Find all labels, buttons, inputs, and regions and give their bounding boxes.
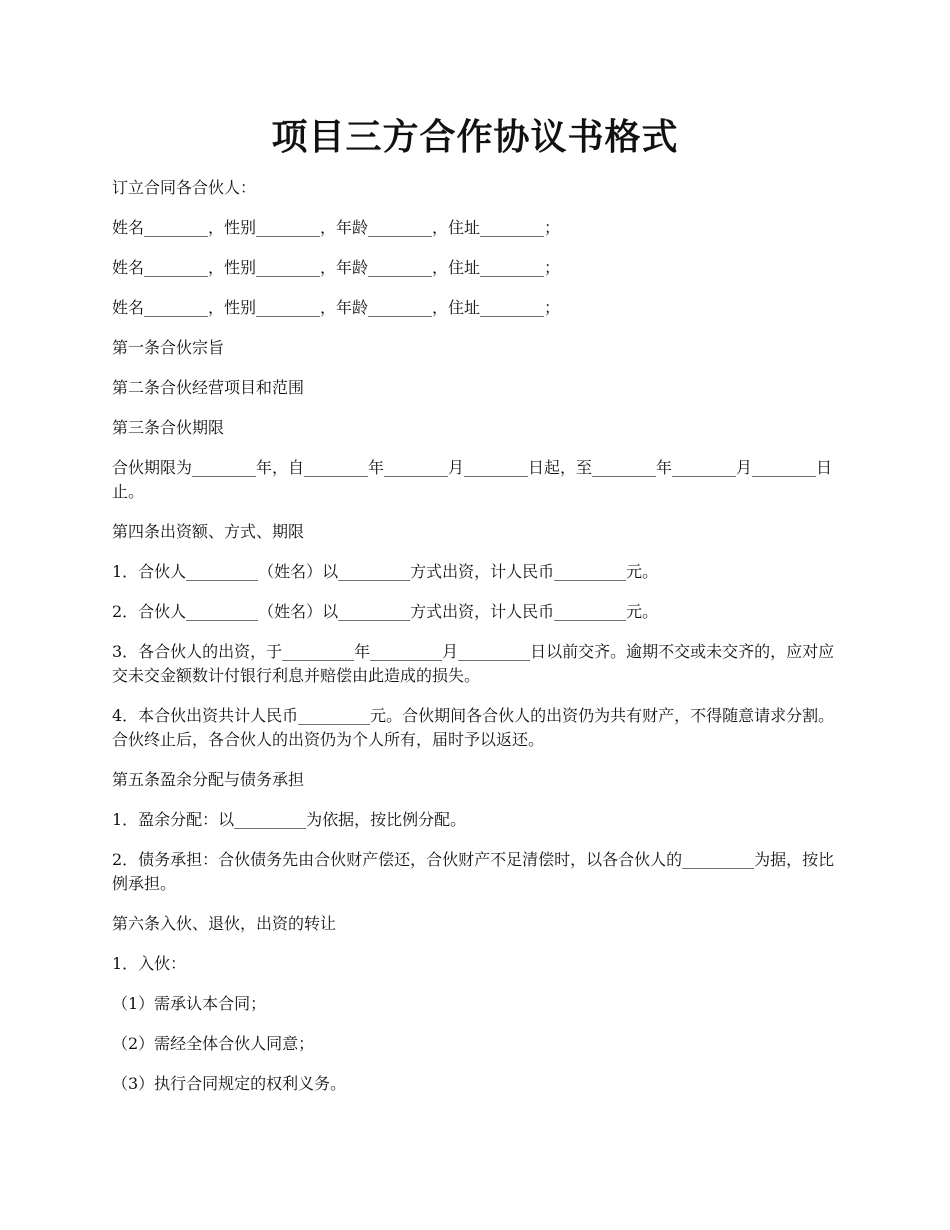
clause-5-2: 2．债务承担：合伙债务先由合伙财产偿还，合伙财产不足清偿时，以各合伙人的_________为据，按比例承担。 bbox=[112, 850, 835, 893]
clause-4-2: 2．合伙人_________（姓名）以_________方式出资，计人民币_________元。 bbox=[112, 602, 659, 621]
heading-article-1: 第一条合伙宗旨 bbox=[112, 338, 225, 357]
heading-article-2: 第二条合伙经营项目和范围 bbox=[112, 378, 305, 397]
clause-6-1: 1．入伙： bbox=[112, 954, 187, 973]
paragraph-partner-1-fields: 姓名________，性别________，年龄________，住址________； bbox=[112, 218, 561, 237]
clause-6-1-item-2: （2）需经全体合伙人同意； bbox=[112, 1034, 315, 1053]
paragraph-term-period: 合伙期限为________年，自________年________月________日起，至________年________月________日止。 bbox=[112, 458, 833, 501]
clause-4-1: 1．合伙人_________（姓名）以_________方式出资，计人民币_________元。 bbox=[112, 562, 659, 581]
heading-article-4: 第四条出资额、方式、期限 bbox=[112, 522, 305, 541]
heading-article-3: 第三条合伙期限 bbox=[112, 418, 225, 437]
clause-6-1-item-1: （1）需承认本合同； bbox=[112, 994, 267, 1013]
paragraph-parties-intro: 订立合同各合伙人： bbox=[112, 178, 257, 197]
document-title: 项目三方合作协议书格式 bbox=[271, 116, 679, 158]
clause-6-1-item-3: （3）执行合同规定的权利义务。 bbox=[112, 1074, 347, 1093]
paragraph-partner-3-fields: 姓名________，性别________，年龄________，住址________； bbox=[112, 298, 561, 317]
clause-5-1: 1．盈余分配：以_________为依据，按比例分配。 bbox=[112, 810, 467, 829]
heading-article-5: 第五条盈余分配与债务承担 bbox=[112, 770, 305, 789]
document-body bbox=[112, 176, 840, 1112]
heading-article-6: 第六条入伙、退伙，出资的转让 bbox=[112, 914, 337, 933]
clause-4-4: 4．本合伙出资共计人民币_________元。合伙期间各合伙人的出资仍为共有财产，不得随意请求分割。合伙终止后，各合伙人的出资仍为个人所有，届时予以返还。 bbox=[112, 706, 835, 749]
paragraph-partner-2-fields: 姓名________，性别________，年龄________，住址________； bbox=[112, 258, 561, 277]
clause-4-3: 3．各合伙人的出资，于_________年_________月_________日以前交齐。逾期不交或未交齐的，应对应交未交金额数计付银行利息并赔偿由此造成的损失。 bbox=[112, 642, 835, 685]
